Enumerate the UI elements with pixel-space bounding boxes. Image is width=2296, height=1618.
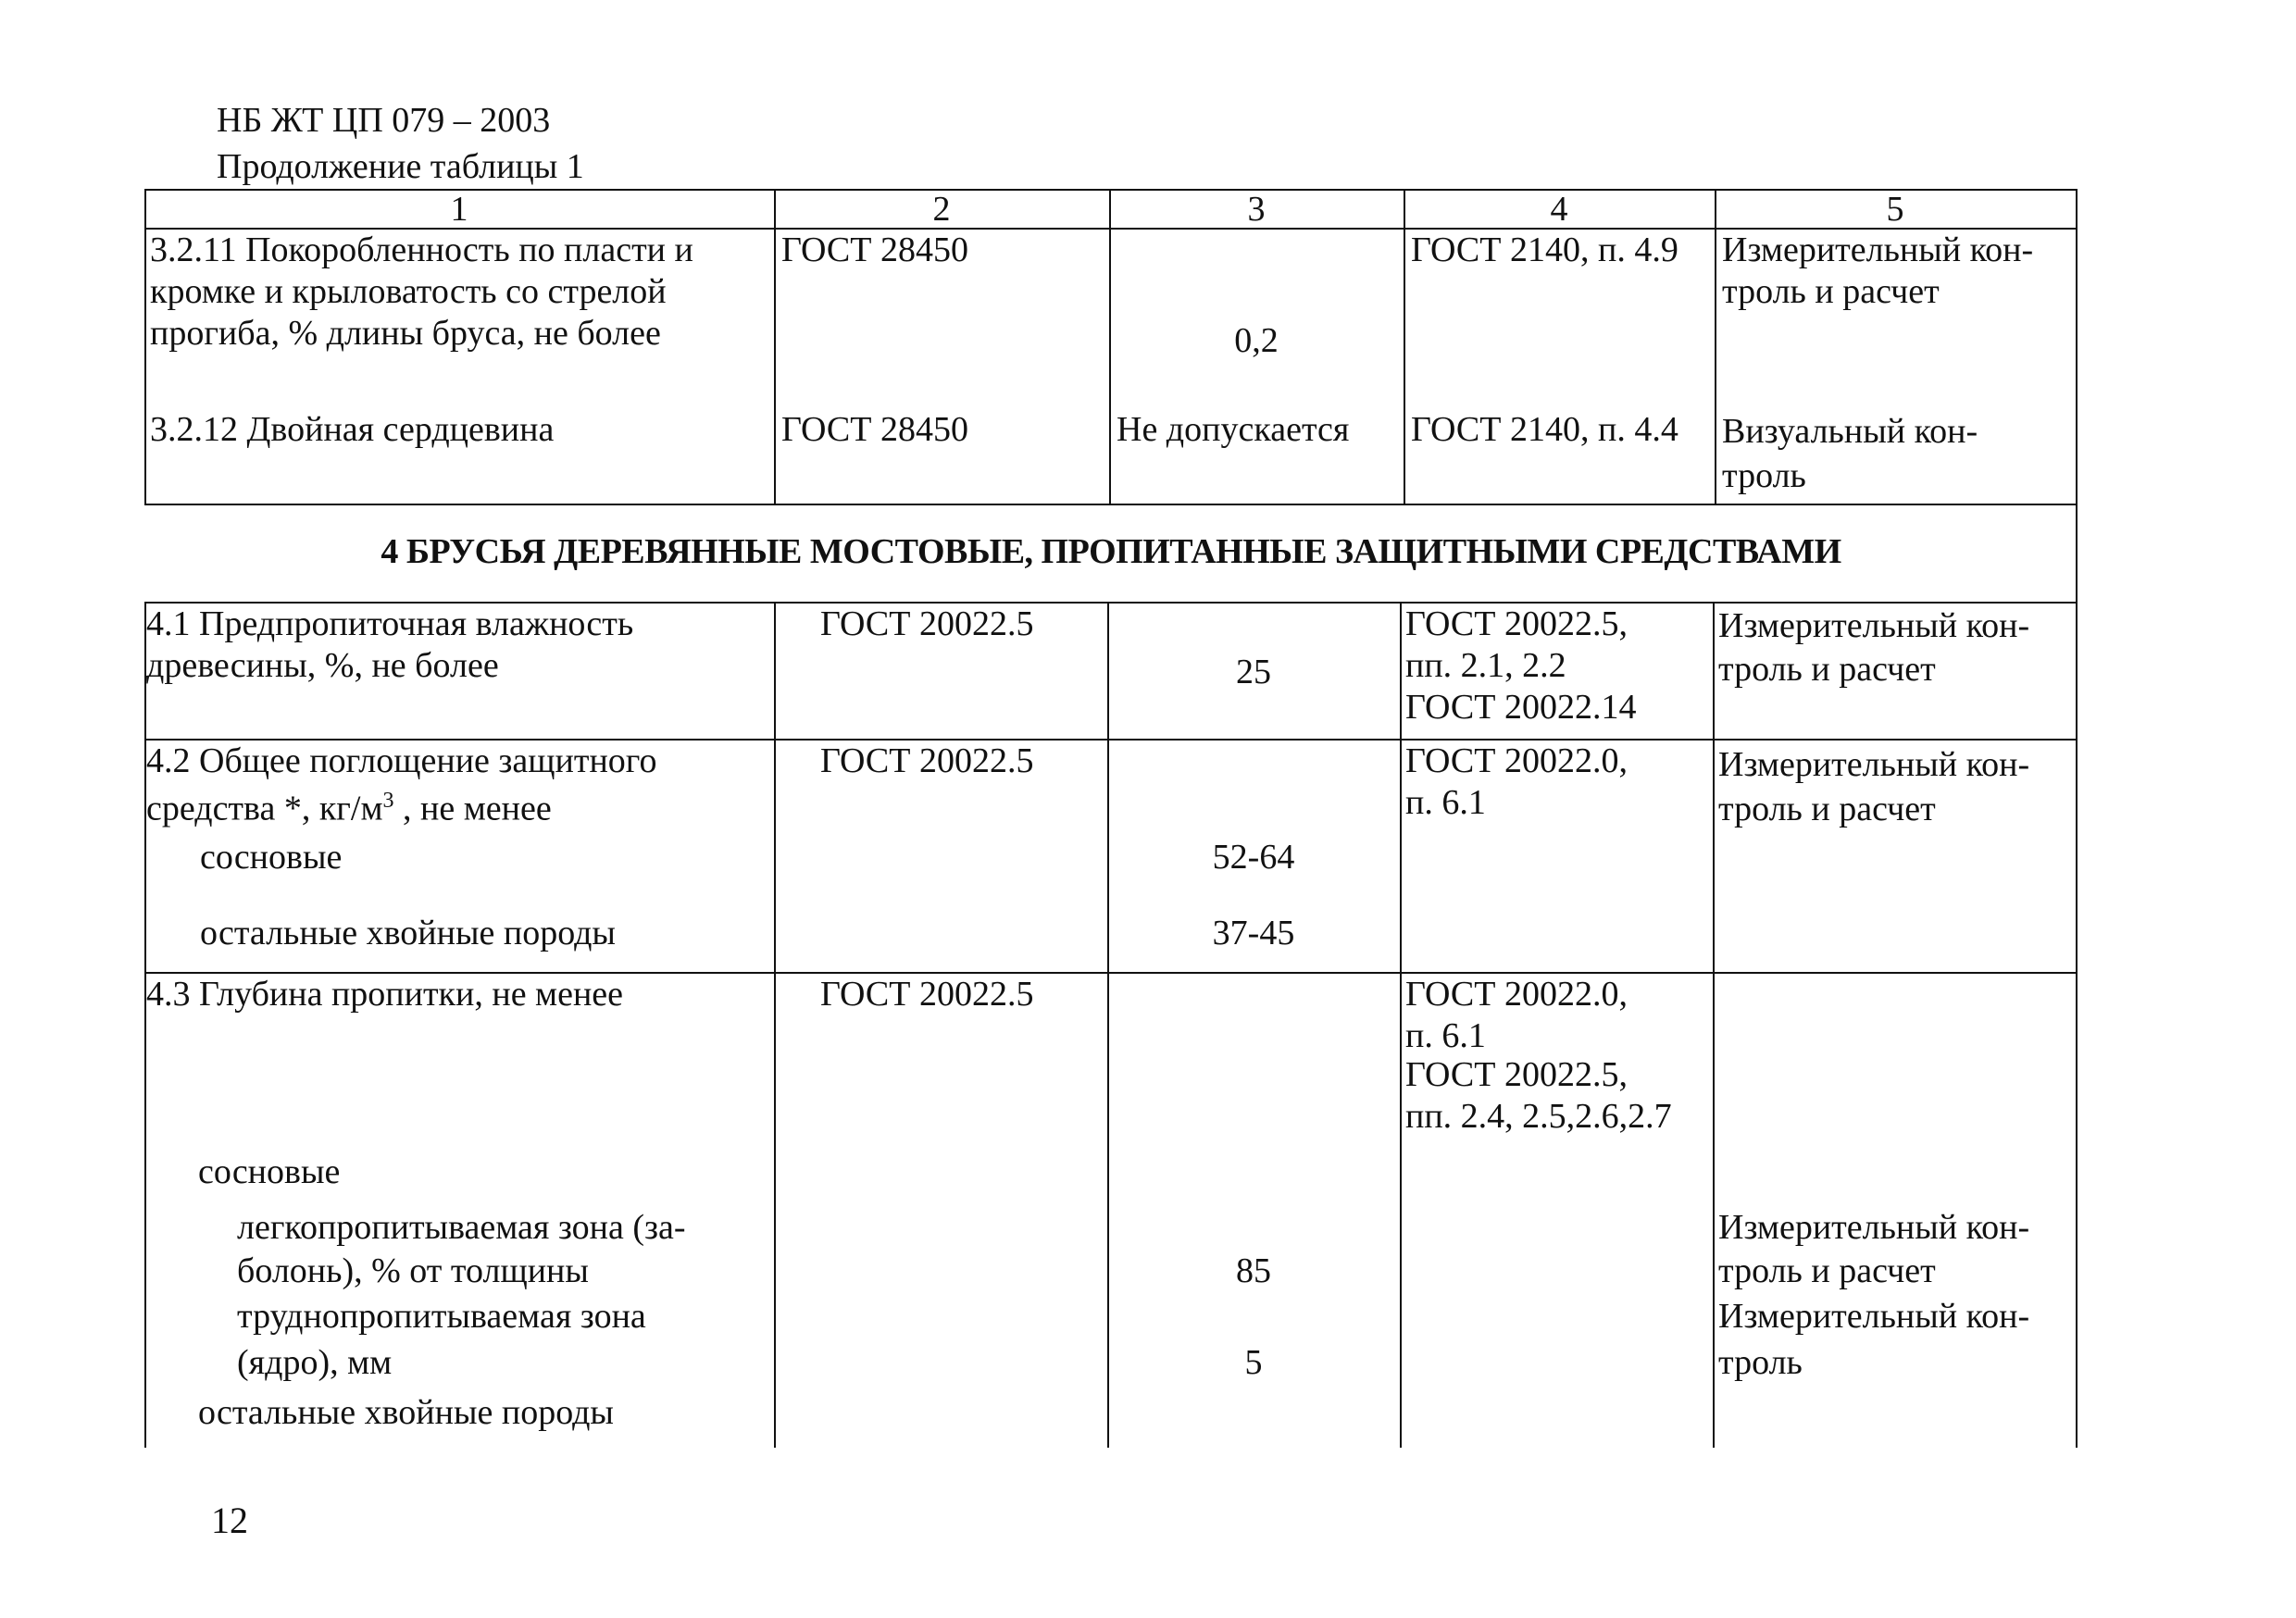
document-code: НБ ЖТ ЦП 079 – 2003: [217, 101, 551, 140]
row-4-3-heartwood-line-1: труднопропитываемая зона: [237, 1297, 646, 1336]
row-4-2-pine-value: 52-64: [1212, 838, 1295, 877]
row-4-2-name-line-2: [146, 780, 552, 830]
table-continuation-caption: Продолжение таблицы 1: [217, 147, 584, 186]
row-4-3-sapwood-line-2: болонь), % от толщины: [237, 1251, 589, 1290]
row-4-3-heartwood-line-2: (ядро), мм: [237, 1343, 393, 1382]
row-4-2-sub-pine-label: сосновые: [200, 838, 343, 877]
row-3-2-11-method: ГОСТ 2140, п. 4.9: [1411, 230, 1678, 269]
row-4-3-heartwood-control-line-1: Измерительный кон-: [1718, 1297, 2030, 1336]
table-left-border: [144, 189, 146, 504]
row-4-3-name: 4.3 Глубина пропитки, не менее: [146, 975, 624, 1014]
table-left-border-lower: [144, 602, 146, 1448]
row-4-3-method-line-3: ГОСТ 20022.5,: [1405, 1055, 1628, 1094]
row-4-3-sapwood-control-line-1: Измерительный кон-: [1718, 1208, 2030, 1247]
row-4-2-name-line-1: 4.2 Общее поглощение защитного: [146, 741, 657, 780]
column-number-5: 5: [1886, 190, 1904, 229]
row-4-1-control-line-2: троль и расчет: [1718, 650, 1936, 689]
row-4-2-control-line-1: Измерительный кон-: [1718, 745, 2030, 784]
row-3-2-12-name: 3.2.12 Двойная сердцевина: [150, 410, 555, 449]
row-3-2-12-method: ГОСТ 2140, п. 4.4: [1411, 410, 1678, 449]
row-4-1-method-line-2: пп. 2.1, 2.2: [1405, 646, 1566, 685]
column-divider-4-5: [1715, 189, 1716, 504]
row-4-3-standard: ГОСТ 20022.5: [820, 975, 1034, 1014]
row-4-2-sub-other-label: остальные хвойные породы: [200, 914, 616, 952]
row-4-1-value: 25: [1236, 653, 1271, 691]
column-divider-3-4-lower: [1400, 602, 1402, 1448]
row-3-2-11-name-line-3: прогиба, % длины бруса, не более: [150, 314, 661, 353]
column-number-4: 4: [1550, 190, 1568, 229]
row-3-2-12-value: Не допускается: [1117, 410, 1350, 449]
row-4-3-heartwood-value: 5: [1244, 1343, 1263, 1382]
row-4-2-unit-suffix: , не менее: [393, 789, 552, 828]
row-4-3-sapwood-value: 85: [1236, 1251, 1271, 1290]
section-4-title: 4 БРУСЬЯ ДЕРЕВЯННЫЕ МОСТОВЫЕ, ПРОПИТАННЫЕ ЗАЩИТНЫМИ СРЕДСТВАМИ: [381, 532, 1841, 571]
table-right-border: [2076, 189, 2078, 1448]
row-4-3-pine-label: сосновые: [198, 1152, 341, 1191]
row-4-2-control-line-2: троль и расчет: [1718, 790, 1936, 828]
column-divider-1-2-lower: [774, 602, 776, 1448]
row-3-2-11-control-line-2: троль и расчет: [1722, 272, 1940, 311]
row-3-2-12-control-line-2: троль: [1722, 456, 1806, 495]
row-3-2-11-value: 0,2: [1234, 321, 1279, 360]
row-3-2-12-control-line-1: Визуальный кон-: [1722, 412, 1978, 451]
row-4-3-other-label: остальные хвойные породы: [198, 1393, 614, 1432]
row-4-2-standard: ГОСТ 20022.5: [820, 741, 1034, 780]
row-3-2-11-name-line-1: 3.2.11 Покоробленность по пласти и: [150, 230, 693, 269]
row-4-3-method-line-1: ГОСТ 20022.0,: [1405, 975, 1628, 1014]
column-divider-2-3-lower: [1107, 602, 1109, 1448]
row-4-2-unit-superscript: 3: [382, 789, 394, 813]
column-number-1: 1: [450, 190, 468, 229]
row-3-2-12-standard: ГОСТ 28450: [781, 410, 968, 449]
column-divider-1-2: [774, 189, 776, 504]
row-4-3-heartwood-control-line-2: троль: [1718, 1343, 1803, 1382]
column-divider-4-5-lower: [1713, 602, 1715, 1448]
column-number-2: 2: [932, 190, 951, 229]
row-4-2-method-line-2: п. 6.1: [1405, 783, 1486, 822]
row-3-2-11-standard: ГОСТ 28450: [781, 230, 968, 269]
row-4-3-method-line-2: п. 6.1: [1405, 1016, 1486, 1055]
row-4-1-method-line-1: ГОСТ 20022.5,: [1405, 604, 1628, 643]
row-4-1-standard: ГОСТ 20022.5: [820, 604, 1034, 643]
row-4-2-other-value: 37-45: [1212, 914, 1295, 952]
row-3-2-11-control-line-1: Измерительный кон-: [1722, 230, 2034, 269]
row-4-3-method-line-4: пп. 2.4, 2.5,2.6,2.7: [1405, 1097, 1672, 1136]
row-4-3-sapwood-line-1: легкопропитываемая зона (за-: [237, 1208, 686, 1247]
column-divider-3-4: [1404, 189, 1405, 504]
row-4-1-name-line-2: древесины, %, не более: [146, 646, 499, 685]
column-number-3: 3: [1247, 190, 1266, 229]
row-4-1-control-line-1: Измерительный кон-: [1718, 606, 2030, 645]
row-4-1-name-line-1: 4.1 Предпропиточная влажность: [146, 604, 634, 643]
section4-top-border: [144, 504, 2078, 505]
row-4-2-method-line-1: ГОСТ 20022.0,: [1405, 741, 1628, 780]
page-number: 12: [211, 1500, 248, 1541]
row-3-2-11-name-line-2: кромке и крыловатость со стрелой: [150, 272, 667, 311]
row-4-3-sapwood-control-line-2: троль и расчет: [1718, 1251, 1936, 1290]
row-4-1-method-line-3: ГОСТ 20022.14: [1405, 688, 1637, 727]
row-4-2-unit-prefix: средства *, кг/м: [146, 789, 383, 828]
requirements-table: [144, 189, 2078, 1448]
